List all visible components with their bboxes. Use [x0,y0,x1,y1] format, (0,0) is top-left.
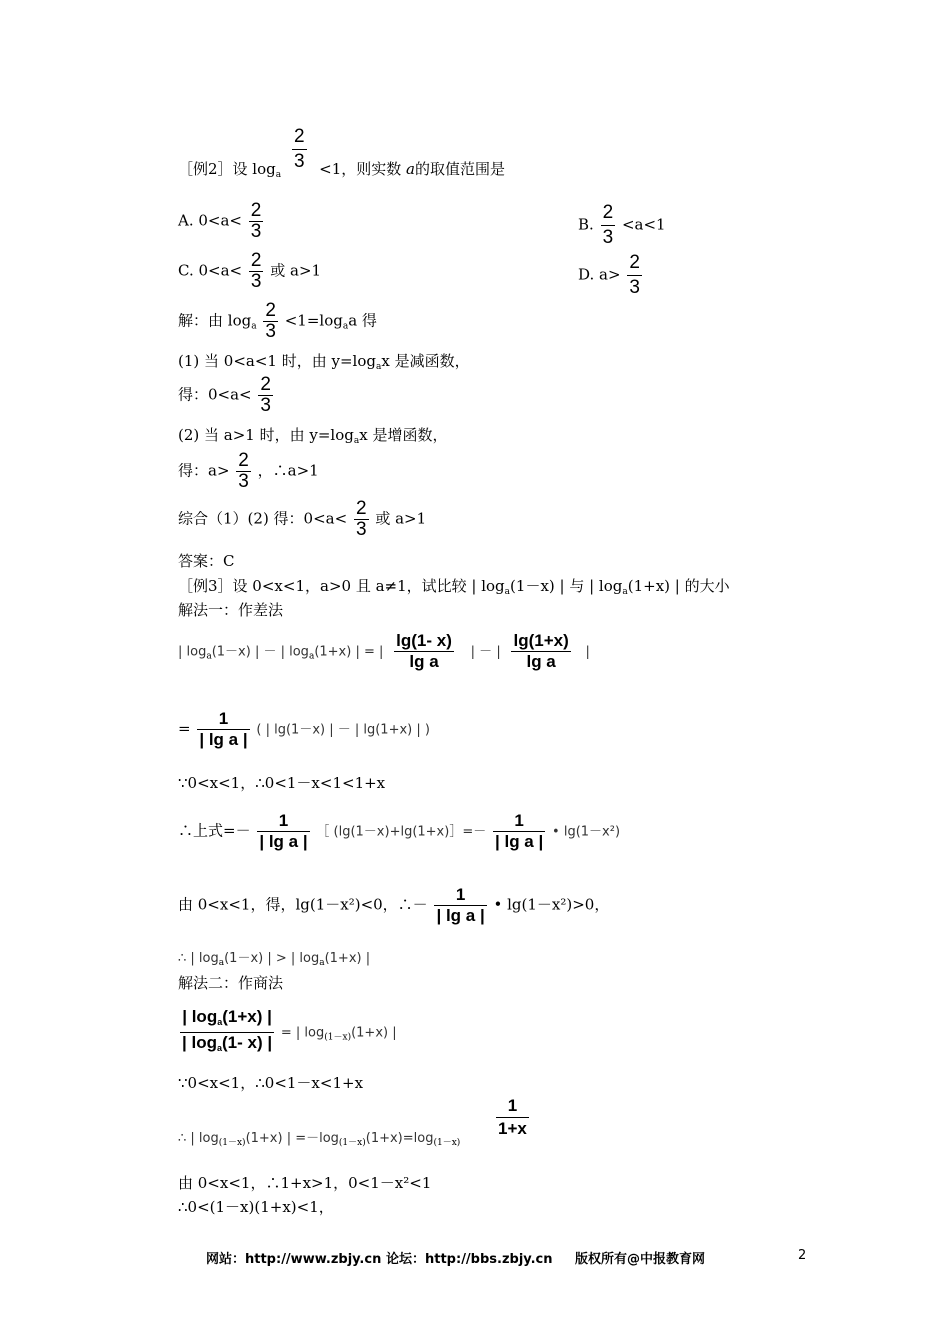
conclusion-1: ∴ | $\log_a(1-x)$ | > | $\log_a(1+x)$ | [178,951,371,968]
m2-quotient: $\frac{| \log_a(1+x) |}{| \log_a(1- x) |}$ = | $\log_{(1-x)}(1+x)$ | [182,1007,397,1053]
footer-site: 网站：http://www.zbjy.cn [206,1252,382,1267]
answer: 答案：C [178,552,235,570]
m1-difference: | $\log_a(1-x)$ | － | $\log_a(1+x)$ | = | $\frac{\lg(1- x)}{\text{lg a}}$ | － | $\frac{\lg(1+x)}{\text{lg a}}$ | [178,631,590,671]
case-2: (2) 当 a>1 时，由 $y=\log_ax$ 是增函数， [178,426,448,446]
footer-copyright: 版权所有@中报教育网 [575,1252,706,1267]
from-2: 由 0<x<1，∴1+x>1，0<1－x²<1 [178,1174,432,1192]
frac-2-3-q: $\frac{2}{3}$ [294,126,305,172]
from-1: 由 0<x<1，得，lg(1－x²)<0，∴－ $\frac{1}{\text{| lg a |}}$ • lg(1－x²)>0， [178,885,610,925]
because-1: ∵0<x<1，∴0<1－x<1<1+x [178,774,386,792]
footer-forum: 论坛：http://bbs.zbjy.cn [386,1252,553,1267]
page-number: 2 [798,1248,807,1263]
ex2-question: ［例2］设 $\log_a <1$，则实数 a的取值范围是 [178,160,505,180]
option-c: C. 0<a< $\frac{2}{3}$ 或 a>1 [178,250,322,292]
ex3-question: ［例3］设 0<x<1，a>0 且 a≠1，试比较 | $\log_a(1-x)$ | 与 | $\log_a(1+x)$ | 的大小 [178,577,730,597]
therefore-2: ∴ | $\log_{(1-x)}(1+x)$ | $=-\log_{(1-x)}(1+x)=\log_{(1-x)}$ [178,1131,461,1148]
method-1-heading: 解法一：作差法 [178,601,284,619]
case-1: (1) 当 0<a<1 时，由 $y=\log_ax$ 是减函数， [178,352,470,372]
result-2: 得：a> $\frac{2}{3}$ ，∴a>1 [178,450,319,492]
option-b: B. $\frac{2}{3}$ <a<1 [578,202,666,248]
method-2-heading: 解法二：作商法 [178,974,284,992]
therefore-1: ∴上式=－ $\frac{1}{\text{| lg a |}}$ ［ (lg(1－x)+lg(1+x)］=－ $\frac{1}{\text{| lg a |}}$ • lg(1－x²) [178,811,621,851]
summary: 综合（1）(2) 得：0<a< $\frac{2}{3}$ 或 a>1 [178,498,427,540]
result-1: 得：0<a< $\frac{2}{3}$ [178,374,271,416]
m1-rewrite: = $\frac{1}{\text{| lg a |}}$ ( | lg(1－x) | － | lg(1+x) | ) [178,709,430,749]
frac-1-over-1px: $\frac{1}{1+x}$ [498,1096,527,1138]
solution-line: 解：由 $\log_a$ $\frac{2}{3}$ $<1=\log_aa$ 得 [178,300,377,342]
option-d: D. a> $\frac{2}{3}$ [578,252,640,298]
last-line: ∴0<(1－x)(1+x)<1， [178,1198,334,1216]
because-2: ∵0<x<1，∴0<1－x<1+x [178,1074,364,1092]
option-a: A. 0<a< $\frac{2}{3}$ [178,200,262,242]
